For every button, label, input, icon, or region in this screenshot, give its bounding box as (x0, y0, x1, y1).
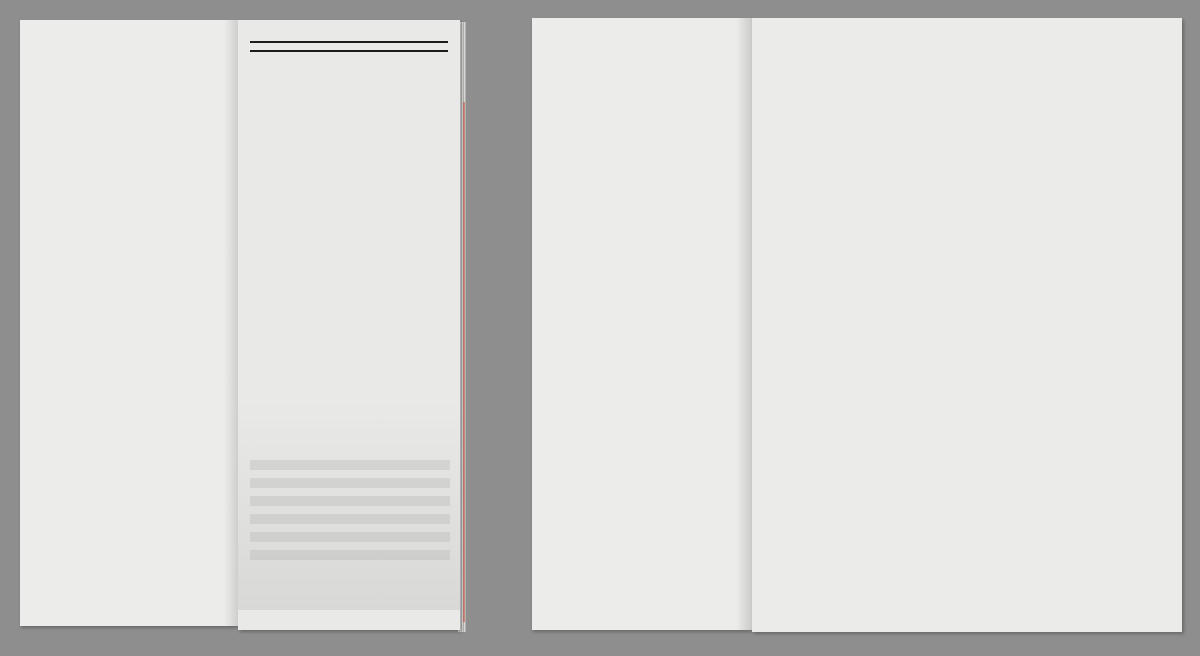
index-page (752, 18, 1182, 632)
left-booklet (20, 20, 466, 632)
introduction-text (250, 34, 448, 58)
divider (250, 41, 448, 43)
introduction-page (238, 20, 460, 630)
show-through-text (1062, 36, 1182, 106)
right-booklet (532, 18, 1182, 633)
index-left-page (532, 18, 752, 630)
show-through-text (250, 460, 450, 568)
divider (250, 50, 448, 52)
left-blank-page (20, 20, 238, 626)
colophon-row (764, 588, 1174, 610)
